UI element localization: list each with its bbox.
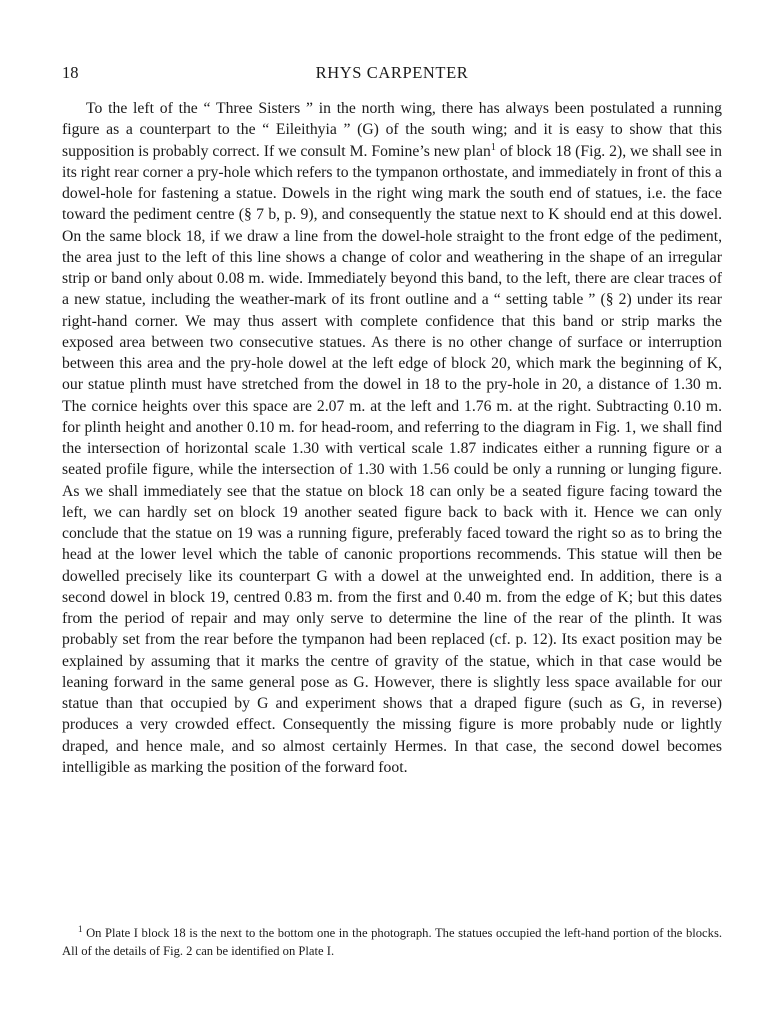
body-paragraph	[62, 98, 722, 778]
paragraph-text-after-ref: of block 18 (Fig. 2), we shall see in its right rear corner a pry-hole which refers to the tympanon orthostate, and immediately in front of this a dowel-hole for fastening a statue. Dowels in the right wing mark the south end of statues, i.e. the face toward the pediment centre (§ 7 b, p. 9), and consequently the statue next to K should end at this dowel. On the same block 18, if we draw a line from the dowel-hole straight to the front edge of the pediment, the area just to the left of this line shows a change of color and weathering in the shape of an irregular strip or band only about 0.08 m. wide. Immediately beyond this band, to the left, there are clear traces of a new statue, including the weather-mark of its front outline and a “ setting table ” (§ 2) under its rear right-hand corner. We may thus assert with complete confidence that this band or strip marks the exposed area between two consecutive statues. As there is no other change of surface or interruption between this area and the pry-hole dowel at the left edge of block 20, which mark the beginning of K, our statue plinth must have stretched from the dowel in 18 to the pry-hole in 20, a distance of 1.30 m. The cornice heights over this space are 2.07 m. at the left and 1.76 m. at the right. Subtracting 0.10 m. for plinth height and another 0.10 m. for head-room, and referring to the diagram in Fig. 1, we shall find the intersection of horizontal scale 1.30 with vertical scale 1.87 indicates either a running figure or a seated profile figure, while the intersection of 1.30 with 1.56 could be only a running or lunging figure. As we shall immediately see that the statue on block 18 can only be a seated figure facing toward the left, we can hardly set on block 19 another seated figure back to back with it. Hence we can only conclude that the statue on 19 was a running figure, preferably faced toward the right so as to bring the head at the lower level which the table of canonic proportions recommends. This statue will then be dowelled precisely like its counterpart G with a dowel at the unweighted end. In addition, there is a second dowel in block 19, centred 0.83 m. from the first and 0.40 m. from the edge of K; but this dates from the period of repair and may only serve to determine the line of the rear of the plinth. It was probably set from the rear before the tympanon had been replaced (cf. p. 12). Its exact position may be explained by assuming that it marks the centre of gravity of the statue, which in that case would be leaning forward in the same general pose as G. However, there is slightly less space available for our statue than that occupied by G and experiment shows that a draped figure (such as G, in reverse) produces a very crowded effect. Consequently the missing figure is more probably nude or lightly draped, and hence male, and so almost certainly Hermes. In that case, the second dowel becomes intelligible as marking the position of the forward foot.	[62, 142, 722, 776]
footnote	[62, 924, 722, 960]
page-header	[62, 63, 722, 87]
footnote-marker: 1	[78, 923, 83, 934]
running-title: RHYS CARPENTER	[315, 63, 469, 82]
footnote-paragraph	[62, 924, 722, 960]
body-text	[62, 98, 722, 778]
page-number: 18	[62, 63, 79, 82]
footnote-reference: 1	[490, 141, 496, 153]
paragraph-text-before-ref: To the left of the “ Three Sisters ” in the north wing, there has always been postulated a running figure as a counterpart to the “ Eileithyia ” (G) of the south wing; and it is easy to show that this supposition is probably correct. If we consult M. Fomine’s new plan	[62, 100, 722, 160]
footnote-text: On Plate I block 18 is the next to the bottom one in the photograph. The statues occupied the left-hand portion of the blocks. All of the details of Fig. 2 can be identified on Plate I.	[62, 926, 722, 958]
